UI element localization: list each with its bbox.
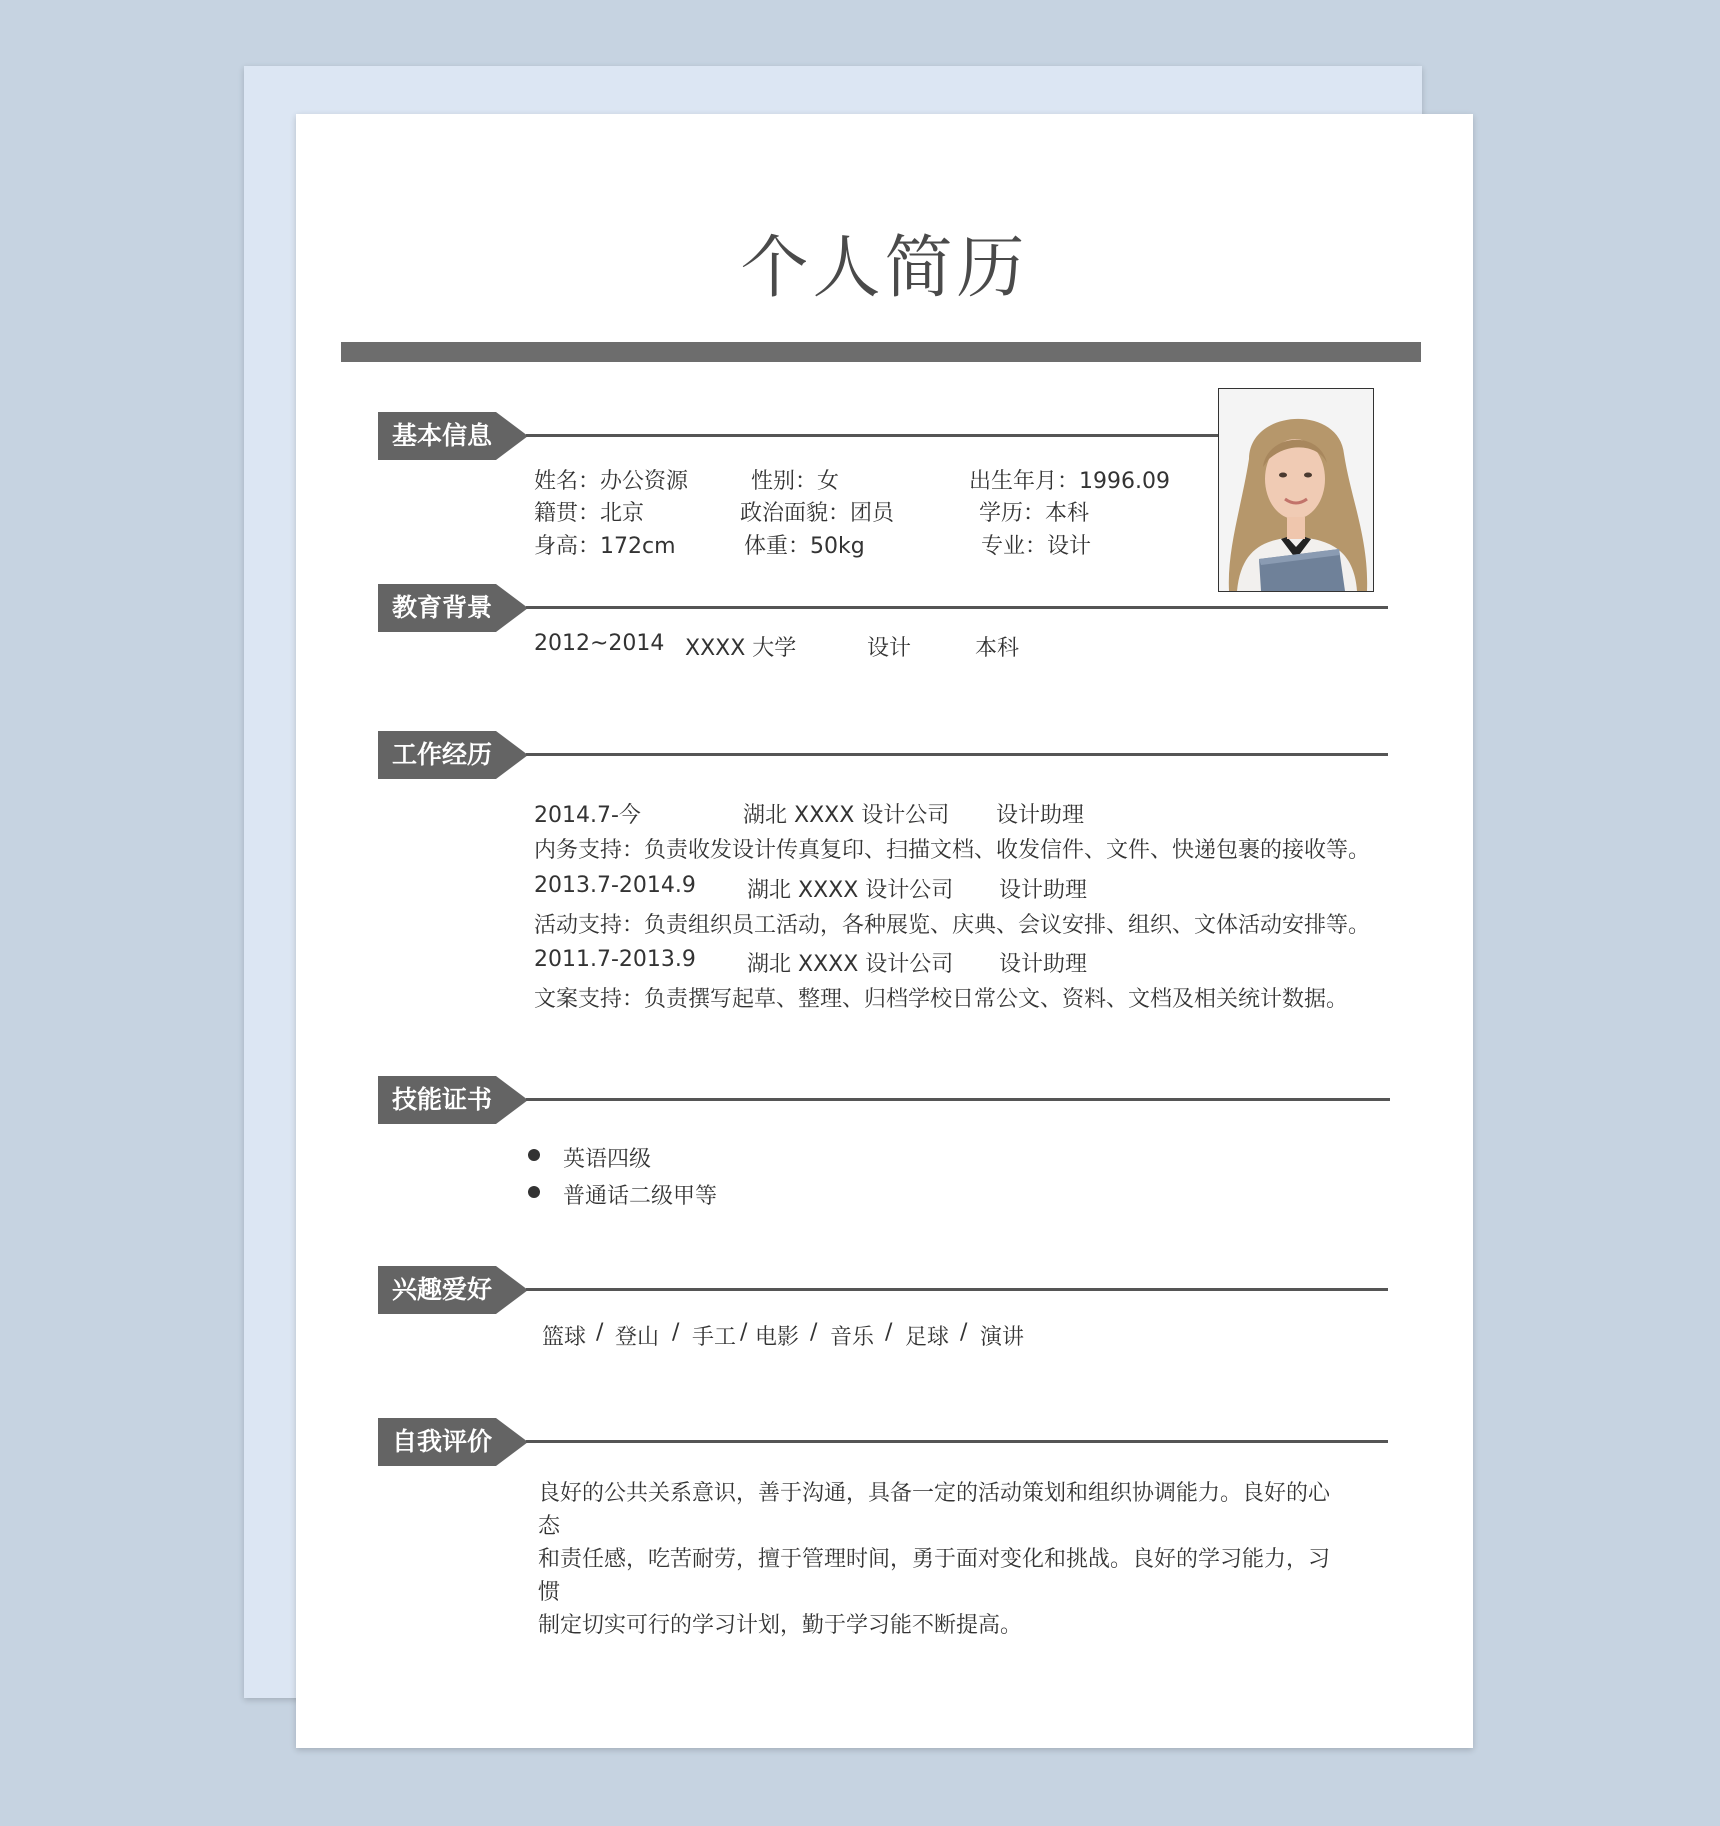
skill-item: 英语四级 (563, 1147, 652, 1172)
basic-hometown: 籍贯：北京 (534, 501, 645, 526)
work-role: 设计助理 (999, 952, 1088, 977)
section-skills-title: 技能证书 (392, 1085, 493, 1114)
hobby-separator: / (672, 1320, 680, 1345)
hobby-separator: / (740, 1320, 748, 1345)
basic-gender: 性别：女 (751, 469, 840, 494)
edu-period: 2012~2014 (534, 631, 665, 656)
edu-degree: 本科 (975, 636, 1020, 661)
section-basic-title: 基本信息 (392, 421, 493, 450)
section-line (526, 434, 1275, 437)
portrait-image (1219, 389, 1373, 591)
section-line (526, 1288, 1388, 1291)
work-period: 2014.7-今 (534, 803, 641, 828)
basic-education: 学历：本科 (979, 501, 1090, 526)
section-work-title: 工作经历 (392, 740, 493, 769)
self-evaluation-text (538, 1477, 1348, 1642)
self-evaluation-line: 和责任感，吃苦耐劳，擅于管理时间，勇于面对变化和挑战。良好的学习能力，习惯 (538, 1547, 1331, 1605)
work-role: 设计助理 (999, 878, 1088, 903)
section-line (526, 1098, 1390, 1101)
profile-photo (1218, 388, 1374, 592)
resume-page (296, 114, 1473, 1748)
hobby-item: 演讲 (980, 1325, 1025, 1350)
title-divider (341, 342, 1421, 362)
basic-height: 身高：172cm (534, 534, 676, 559)
basic-weight: 体重：50kg (744, 534, 865, 559)
edu-school: XXXX 大学 (685, 636, 797, 661)
hobby-item: 手工 (692, 1325, 737, 1350)
work-description: 文案支持：负责撰写起草、整理、归档学校日常公文、资料、文档及相关统计数据。 (534, 987, 1349, 1012)
section-line (526, 606, 1388, 609)
work-company: 湖北 XXXX 设计公司 (743, 803, 950, 828)
work-company: 湖北 XXXX 设计公司 (747, 952, 954, 977)
hobby-separator: / (885, 1320, 893, 1345)
section-line (526, 1440, 1388, 1443)
section-education-header (378, 584, 1388, 632)
basic-major: 专业：设计 (981, 534, 1092, 559)
work-period: 2013.7-2014.9 (534, 873, 696, 898)
work-description: 活动支持：负责组织员工活动，各种展览、庆典、会议安排、组织、文体活动安排等。 (534, 913, 1371, 938)
hobby-item: 音乐 (830, 1325, 875, 1350)
basic-name: 姓名：办公资源 (534, 469, 689, 494)
work-company: 湖北 XXXX 设计公司 (747, 878, 954, 903)
work-role: 设计助理 (996, 803, 1085, 828)
section-work-header (378, 731, 1388, 779)
section-self-title: 自我评价 (392, 1427, 493, 1456)
skill-item: 普通话二级甲等 (563, 1184, 718, 1209)
hobby-item: 篮球 (542, 1325, 587, 1350)
hobby-item: 电影 (755, 1325, 800, 1350)
hobby-separator: / (596, 1320, 604, 1345)
section-line (526, 753, 1388, 756)
edu-major: 设计 (867, 636, 912, 661)
hobby-item: 足球 (905, 1325, 950, 1350)
self-evaluation-line: 良好的公共关系意识，善于沟通，具备一定的活动策划和组织协调能力。良好的心态 (538, 1481, 1331, 1539)
basic-politics: 政治面貌：团员 (740, 501, 895, 526)
hobby-item: 登山 (615, 1325, 660, 1350)
section-self-header (378, 1418, 1388, 1466)
bullet-dot (528, 1149, 540, 1161)
basic-birth: 出生年月：1996.09 (969, 469, 1170, 494)
work-period: 2011.7-2013.9 (534, 947, 696, 972)
self-evaluation-line: 制定切实可行的学习计划，勤于学习能不断提高。 (538, 1613, 1023, 1638)
section-education-title: 教育背景 (392, 593, 493, 622)
hobby-separator: / (810, 1320, 818, 1345)
section-hobbies-header (378, 1266, 1388, 1314)
hobby-separator: / (960, 1320, 968, 1345)
work-description: 内务支持：负责收发设计传真复印、扫描文档、收发信件、文件、快递包裹的接收等。 (534, 838, 1371, 863)
page-title: 个人简历 (740, 229, 1029, 308)
bullet-dot (528, 1186, 540, 1198)
section-hobbies-title: 兴趣爱好 (392, 1275, 493, 1304)
section-skills-header (378, 1076, 1388, 1124)
